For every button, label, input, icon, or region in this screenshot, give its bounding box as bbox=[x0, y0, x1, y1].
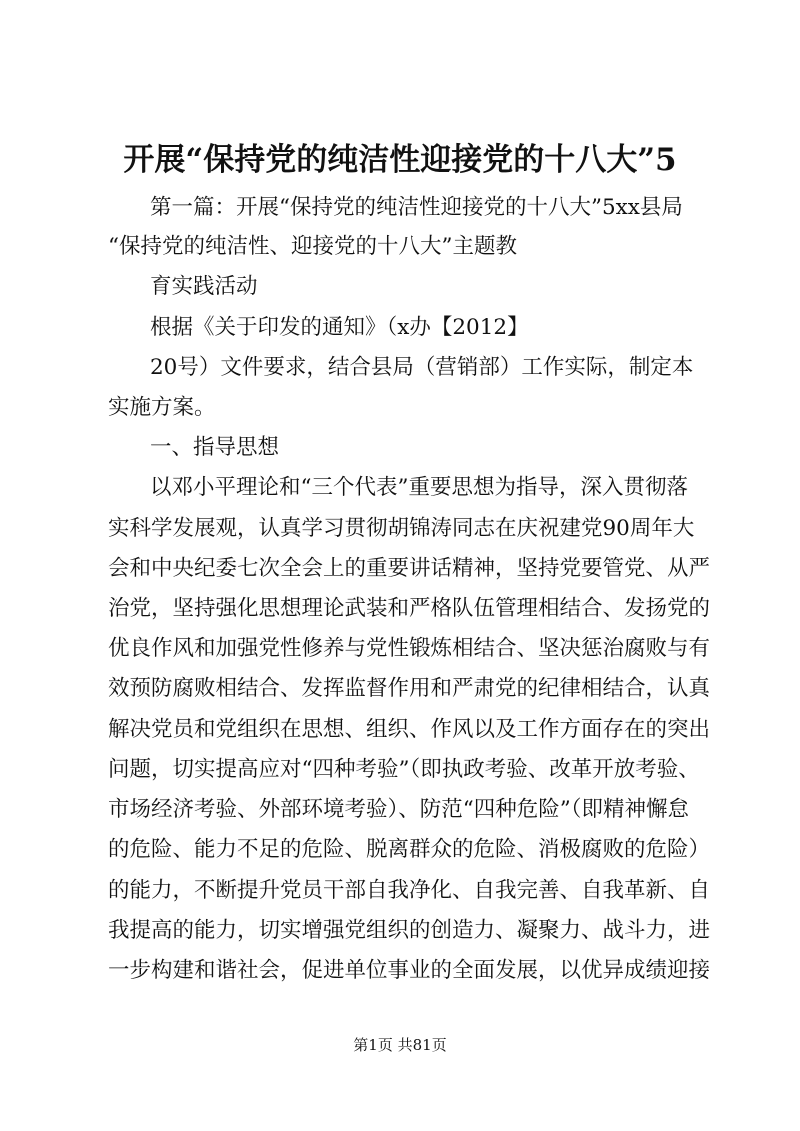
text-line-20: 一步构建和谐社会，促进单位事业的全面发展，以优异成绩迎接 bbox=[108, 958, 711, 983]
text-line-11: 治党，坚持强化思想理论武装和严格队伍管理相结合、发扬党的 bbox=[108, 596, 711, 621]
text-line-18: 的能力，不断提升党员干部自我净化、自我完善、自我革新、自 bbox=[108, 878, 711, 903]
text-line-10: 会和中央纪委七次全会上的重要讲话精神，坚持党要管党、从严 bbox=[108, 556, 711, 581]
text-line-8: 以邓小平理论和“三个代表”重要思想为指导，深入贯彻落 bbox=[150, 475, 688, 500]
text-line-19: 我提高的能力，切实增强党组织的创造力、凝聚力、战斗力，进 bbox=[108, 918, 711, 943]
text-line-12: 优良作风和加强党性修养与党性锻炼相结合、坚决惩治腐败与有 bbox=[108, 636, 711, 661]
text-line-17: 的危险、能力不足的危险、脱离群众的危险、消极腐败的危险） bbox=[108, 837, 711, 862]
text-line-4: 根据《关于印发的通知》（x办【2012】 bbox=[150, 315, 529, 340]
text-line-16: 市场经济考验、外部环境考验）、防范“四种危险”（即精神懈怠 bbox=[108, 797, 689, 822]
text-line-15: 问题，切实提高应对“四种考验”（即执政考验、改革开放考验、 bbox=[108, 757, 700, 782]
text-line-5: 20号）文件要求，结合县局（营销部）工作实际，制定本 bbox=[150, 355, 694, 380]
text-line-9: 实科学发展观，认真学习贯彻胡锦涛同志在庆祝建党90周年大 bbox=[108, 516, 695, 541]
text-line-13: 效预防腐败相结合、发挥监督作用和严肃党的纪律相结合，认真 bbox=[108, 676, 711, 701]
text-line-2: “保持党的纯洁性、迎接党的十八大”主题教 bbox=[108, 234, 517, 259]
text-line-1: 第一篇：开展“保持党的纯洁性迎接党的十八大”5xx县局 bbox=[150, 195, 683, 220]
document-title: 开展“保持党的纯洁性迎接党的十八大”5 bbox=[123, 142, 677, 178]
section-heading: 一、指导思想 bbox=[150, 435, 280, 460]
text-line-6: 实施方案。 bbox=[108, 395, 216, 420]
page-footer: 第1页 共81页 bbox=[353, 1036, 447, 1054]
text-line-14: 解决党员和党组织在思想、组织、作风以及工作方面存在的突出 bbox=[108, 717, 711, 742]
text-line-3: 育实践活动 bbox=[150, 274, 258, 299]
